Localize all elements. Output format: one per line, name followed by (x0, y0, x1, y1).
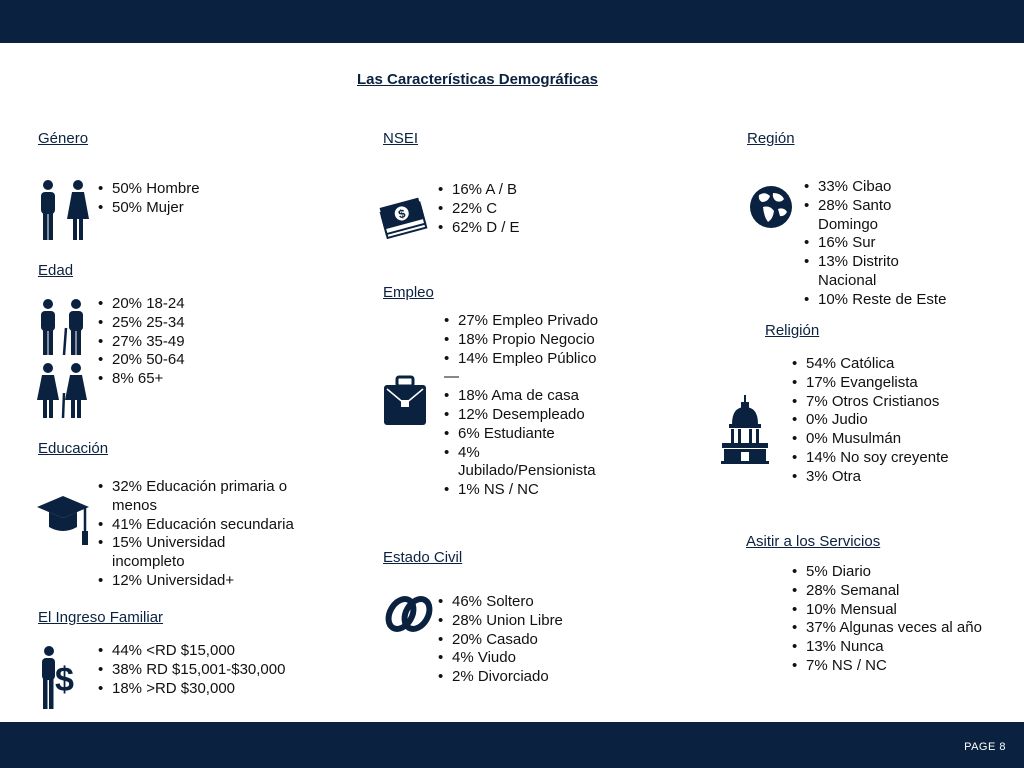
list-item: • 28% Santo Domingo (804, 197, 928, 235)
genero-heading: Género (38, 130, 89, 147)
educacion-list (98, 478, 298, 591)
man-woman-icon (36, 179, 92, 241)
list-item: • 20% 18-24 (98, 295, 298, 314)
list-item: • 25% 25-34 (98, 314, 298, 333)
page-number: PAGE 8 (964, 741, 1006, 753)
graduation-cap-icon (37, 493, 91, 549)
list-item: • 6% Estudiante (444, 425, 614, 444)
list-item: • 4% Viudo (438, 649, 638, 668)
list-item: • 3% Otra (792, 468, 972, 487)
briefcase-icon (383, 375, 427, 427)
list-item: • 0% Musulmán (792, 430, 972, 449)
list-item: • 32% Educación primaria o menos (98, 478, 298, 516)
list-item: • 14% No soy creyente (792, 449, 972, 468)
religion-list (792, 355, 972, 487)
estado-civil-list (438, 593, 638, 687)
list-item: • 10% Reste de Este (804, 291, 964, 310)
region-heading: Región (747, 130, 795, 147)
list-item: • 10% Mensual (792, 601, 1002, 620)
list-item: • 7% NS / NC (792, 657, 1002, 676)
genero-list (98, 180, 298, 218)
man-dollar-icon (38, 645, 78, 711)
servicios-list (792, 563, 1002, 676)
list-item: • 12% Universidad+ (98, 572, 298, 591)
nsei-list (438, 181, 638, 237)
list-item: • 1% NS / NC (444, 481, 614, 500)
list-item: • 16% A / B (438, 181, 638, 200)
list-item: • 38% RD $15,001-$30,000 (98, 661, 308, 680)
ingreso-heading: El Ingreso Familiar (38, 609, 164, 626)
edad-list (98, 295, 298, 389)
list-item: • 20% Casado (438, 631, 638, 650)
capitol-building-icon (721, 394, 769, 466)
list-item: • 46% Soltero (438, 593, 638, 612)
list-item: • 17% Evangelista (792, 374, 972, 393)
list-item: • 50% Mujer (98, 199, 298, 218)
list-item: • 28% Semanal (792, 582, 1002, 601)
list-item: • 37% Algunas veces al año (792, 619, 1002, 638)
age-groups-icon (36, 298, 92, 420)
list-item: • 16% Sur (804, 234, 964, 253)
empleo-list (444, 312, 614, 500)
rings-icon (385, 592, 433, 636)
estado-civil-heading: Estado Civil (383, 549, 463, 566)
nsei-heading: NSEI (383, 130, 419, 147)
region-list (804, 178, 964, 310)
servicios-heading: Asitir a los Servicios (746, 533, 881, 550)
list-item: • 2% Divorciado (438, 668, 638, 687)
list-item: • 54% Católica (792, 355, 972, 374)
edad-heading: Edad (38, 262, 74, 279)
svg-text:$: $ (396, 206, 407, 222)
list-item: • 18% Propio Negocio (444, 331, 614, 350)
svg-text:$: $ (55, 661, 74, 699)
page-title: Las Características Demográficas (357, 71, 598, 88)
list-item: • 62% D / E (438, 219, 638, 238)
list-item: • 12% Desempleado (444, 406, 614, 425)
money-stack-icon (379, 195, 429, 241)
list-item: • 13% Nunca (792, 638, 1002, 657)
list-item: • 28% Union Libre (438, 612, 638, 631)
list-item: • 33% Cibao (804, 178, 964, 197)
globe-icon (748, 177, 794, 237)
list-item: • 27% 35-49 (98, 333, 298, 352)
list-item: • 15% Universidad incompleto (98, 534, 298, 572)
list-item: • 22% C (438, 200, 638, 219)
list-item: • 8% 65+ (98, 370, 298, 389)
list-item: • 4% Jubilado/Pensionista (444, 444, 600, 482)
list-item: • 44% <RD $15,000 (98, 642, 308, 661)
ingreso-list (98, 642, 308, 698)
list-item: • 18% >RD $30,000 (98, 680, 308, 699)
list-item: • 7% Otros Cristianos (792, 393, 972, 412)
top-banner (0, 0, 1024, 43)
list-item: • 0% Judio (792, 411, 972, 430)
list-item: • 20% 50-64 (98, 351, 298, 370)
bottom-banner (0, 722, 1024, 768)
empleo-heading: Empleo (383, 284, 434, 301)
list-item: • 41% Educación secundaria (98, 516, 298, 535)
list-item: • 14% Empleo Público (444, 350, 614, 369)
list-item: • 27% Empleo Privado (444, 312, 614, 331)
list-item: • 18% Ama de casa (444, 387, 614, 406)
list-item: • 50% Hombre (98, 180, 298, 199)
list-item: • 13% Distrito Nacional (804, 253, 928, 291)
list-divider: — (444, 368, 459, 386)
educacion-heading: Educación (38, 440, 109, 457)
list-item: • 5% Diario (792, 563, 1002, 582)
religion-heading: Religión (765, 322, 820, 339)
